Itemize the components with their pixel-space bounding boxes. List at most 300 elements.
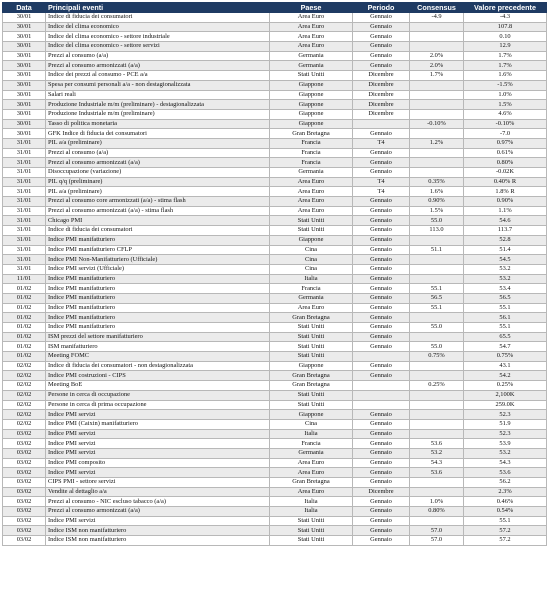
- cell-country: Gran Bretagna: [270, 478, 353, 488]
- table-row: [3, 197, 547, 207]
- cell-period: Gennaio: [353, 429, 410, 439]
- cell-country: Stati Uniti: [270, 536, 353, 546]
- cell-previous: 52.3: [464, 410, 547, 420]
- cell-date: 31/01: [3, 206, 46, 216]
- header-event: Principali eventi: [46, 3, 270, 13]
- cell-date: 31/01: [3, 148, 46, 158]
- table-row: [3, 32, 547, 42]
- cell-previous: -0.10%: [464, 119, 547, 129]
- cell-previous: 57.2: [464, 526, 547, 536]
- cell-country: Area Euro: [270, 303, 353, 313]
- cell-country: Germania: [270, 168, 353, 178]
- cell-consensus: [410, 109, 464, 119]
- cell-event: Indice PMI manifatturiero CFLP: [46, 245, 270, 255]
- cell-consensus: [410, 478, 464, 488]
- cell-country: Area Euro: [270, 458, 353, 468]
- cell-event: Prezzi al consumo core armonizzati (a/a) - stima flash: [46, 197, 270, 207]
- table-row: [3, 148, 547, 158]
- cell-date: 30/01: [3, 129, 46, 139]
- cell-period: Gennaio: [353, 303, 410, 313]
- cell-consensus: [410, 274, 464, 284]
- cell-period: Gennaio: [353, 284, 410, 294]
- cell-period: Dicembre: [353, 80, 410, 90]
- cell-previous: 0.75%: [464, 352, 547, 362]
- table-row: [3, 352, 547, 362]
- table-row: [3, 245, 547, 255]
- cell-event: Indice PMI manifatturiero: [46, 274, 270, 284]
- cell-date: 03/02: [3, 429, 46, 439]
- cell-previous: 53.2: [464, 448, 547, 458]
- cell-date: 03/02: [3, 468, 46, 478]
- cell-country: Area Euro: [270, 32, 353, 42]
- cell-previous: 55.1: [464, 303, 547, 313]
- cell-date: 02/02: [3, 400, 46, 410]
- cell-event: Indice PMI servizi (Ufficiale): [46, 264, 270, 274]
- cell-country: Stati Uniti: [270, 342, 353, 352]
- cell-country: Stati Uniti: [270, 390, 353, 400]
- table-row: [3, 390, 547, 400]
- table-row: [3, 119, 547, 129]
- cell-period: Dicembre: [353, 90, 410, 100]
- cell-period: [353, 390, 410, 400]
- cell-country: Stati Uniti: [270, 516, 353, 526]
- cell-period: Dicembre: [353, 487, 410, 497]
- cell-event: Indice PMI servizi: [46, 468, 270, 478]
- cell-country: Giappone: [270, 100, 353, 110]
- cell-consensus: [410, 429, 464, 439]
- cell-previous: 55.1: [464, 323, 547, 333]
- cell-consensus: 55.0: [410, 342, 464, 352]
- cell-consensus: 0.80%: [410, 507, 464, 517]
- cell-event: Salari reali: [46, 90, 270, 100]
- cell-consensus: 55.0: [410, 323, 464, 333]
- cell-consensus: [410, 313, 464, 323]
- cell-consensus: 57.0: [410, 536, 464, 546]
- cell-period: Gennaio: [353, 32, 410, 42]
- cell-country: Giappone: [270, 235, 353, 245]
- cell-period: [353, 119, 410, 129]
- cell-event: PIL a/a (preliminare): [46, 187, 270, 197]
- cell-country: Area Euro: [270, 22, 353, 32]
- cell-previous: 4.6%: [464, 109, 547, 119]
- cell-country: Francia: [270, 158, 353, 168]
- cell-previous: 52.8: [464, 235, 547, 245]
- table-row: [3, 284, 547, 294]
- cell-consensus: [410, 80, 464, 90]
- table-row: [3, 487, 547, 497]
- cell-period: Gennaio: [353, 42, 410, 52]
- cell-event: Produzione Industriale m/m (preliminare) - destagionalizzata: [46, 100, 270, 110]
- cell-event: Indice di fiducia dei consumatori - non destagionalizzata: [46, 361, 270, 371]
- cell-date: 03/02: [3, 478, 46, 488]
- cell-event: Indice PMI servizi: [46, 429, 270, 439]
- cell-date: 30/01: [3, 100, 46, 110]
- cell-period: Gennaio: [353, 129, 410, 139]
- cell-date: 31/01: [3, 216, 46, 226]
- cell-period: Gennaio: [353, 323, 410, 333]
- table-row: [3, 371, 547, 381]
- cell-consensus: [410, 332, 464, 342]
- cell-country: Area Euro: [270, 487, 353, 497]
- cell-consensus: [410, 42, 464, 52]
- cell-date: 11/01: [3, 274, 46, 284]
- cell-event: Vendite al dettaglio a/a: [46, 487, 270, 497]
- cell-previous: 1.5%: [464, 100, 547, 110]
- table-row: [3, 235, 547, 245]
- table-row: [3, 439, 547, 449]
- cell-consensus: [410, 371, 464, 381]
- cell-period: Dicembre: [353, 109, 410, 119]
- table-row: [3, 293, 547, 303]
- cell-event: Tasso di politica monetaria: [46, 119, 270, 129]
- table-row: [3, 313, 547, 323]
- cell-date: 30/01: [3, 71, 46, 81]
- cell-country: Cina: [270, 255, 353, 265]
- cell-event: Indice PMI servizi: [46, 439, 270, 449]
- cell-consensus: 56.5: [410, 293, 464, 303]
- cell-period: Gennaio: [353, 516, 410, 526]
- cell-country: Giappone: [270, 119, 353, 129]
- cell-consensus: 51.1: [410, 245, 464, 255]
- cell-event: Meeting BoE: [46, 381, 270, 391]
- cell-event: Indice del clima economico - settore industriale: [46, 32, 270, 42]
- cell-date: 30/01: [3, 80, 46, 90]
- table-row: [3, 342, 547, 352]
- header-period: Periodo: [353, 3, 410, 13]
- cell-period: Gennaio: [353, 361, 410, 371]
- cell-previous: 54.7: [464, 342, 547, 352]
- cell-country: Area Euro: [270, 177, 353, 187]
- cell-previous: 1.7%: [464, 61, 547, 71]
- cell-country: Gran Bretagna: [270, 313, 353, 323]
- cell-period: Gennaio: [353, 13, 410, 23]
- cell-date: 02/02: [3, 419, 46, 429]
- cell-consensus: [410, 419, 464, 429]
- cell-event: Produzione Industriale m/m (preliminare): [46, 109, 270, 119]
- cell-country: Giappone: [270, 90, 353, 100]
- cell-period: Gennaio: [353, 507, 410, 517]
- cell-consensus: 113.0: [410, 226, 464, 236]
- cell-period: Gennaio: [353, 342, 410, 352]
- cell-country: Area Euro: [270, 206, 353, 216]
- cell-previous: 0.25%: [464, 381, 547, 391]
- cell-country: Stati Uniti: [270, 400, 353, 410]
- cell-previous: 54.3: [464, 458, 547, 468]
- cell-event: Indice PMI servizi: [46, 448, 270, 458]
- cell-country: Francia: [270, 284, 353, 294]
- cell-event: Prezzi al consumo armonizzati (a/a): [46, 61, 270, 71]
- cell-previous: 0.80%: [464, 158, 547, 168]
- cell-period: Gennaio: [353, 468, 410, 478]
- cell-consensus: 2.0%: [410, 61, 464, 71]
- cell-previous: 1.7%: [464, 51, 547, 61]
- cell-previous: 2,100K: [464, 390, 547, 400]
- cell-date: 01/02: [3, 352, 46, 362]
- cell-period: T4: [353, 177, 410, 187]
- cell-date: 30/01: [3, 13, 46, 23]
- cell-previous: 53.2: [464, 274, 547, 284]
- cell-date: 30/01: [3, 32, 46, 42]
- cell-date: 01/02: [3, 303, 46, 313]
- cell-event: Indice PMI (Caixin) manifatturiero: [46, 419, 270, 429]
- cell-period: Gennaio: [353, 168, 410, 178]
- cell-country: Stati Uniti: [270, 332, 353, 342]
- cell-date: 02/02: [3, 390, 46, 400]
- cell-consensus: [410, 168, 464, 178]
- cell-consensus: 1.6%: [410, 187, 464, 197]
- cell-period: T4: [353, 187, 410, 197]
- cell-event: PIL q/q (preliminare): [46, 177, 270, 187]
- table-body: [3, 13, 547, 546]
- cell-event: CIPS PMI - settore servizi: [46, 478, 270, 488]
- cell-previous: 0.10: [464, 32, 547, 42]
- cell-date: 30/01: [3, 109, 46, 119]
- table-row: [3, 264, 547, 274]
- cell-date: 03/02: [3, 507, 46, 517]
- table-row: [3, 61, 547, 71]
- cell-period: Gennaio: [353, 293, 410, 303]
- cell-date: 01/02: [3, 332, 46, 342]
- cell-country: Area Euro: [270, 42, 353, 52]
- cell-consensus: [410, 90, 464, 100]
- cell-consensus: [410, 22, 464, 32]
- cell-period: Gennaio: [353, 410, 410, 420]
- economic-calendar-table: [2, 2, 547, 546]
- table-row: [3, 22, 547, 32]
- cell-previous: 1.1%: [464, 206, 547, 216]
- cell-period: Gennaio: [353, 536, 410, 546]
- cell-event: Prezzi al consumo (a/a): [46, 148, 270, 158]
- cell-previous: 1.8% R: [464, 187, 547, 197]
- cell-consensus: 2.0%: [410, 51, 464, 61]
- table-row: [3, 177, 547, 187]
- cell-period: Gennaio: [353, 197, 410, 207]
- cell-consensus: 1.7%: [410, 71, 464, 81]
- cell-period: Dicembre: [353, 100, 410, 110]
- cell-period: [353, 381, 410, 391]
- cell-country: Francia: [270, 148, 353, 158]
- cell-period: Gennaio: [353, 158, 410, 168]
- cell-country: Cina: [270, 245, 353, 255]
- table-row: [3, 274, 547, 284]
- cell-previous: 0.46%: [464, 497, 547, 507]
- cell-consensus: [410, 235, 464, 245]
- cell-event: Persone in cerca di occupazione: [46, 390, 270, 400]
- cell-event: GFK Indice di fiducia dei consumatori: [46, 129, 270, 139]
- cell-country: Stati Uniti: [270, 352, 353, 362]
- cell-previous: 1.6%: [464, 71, 547, 81]
- cell-event: PIL a/a (preliminare): [46, 138, 270, 148]
- cell-consensus: 1.0%: [410, 497, 464, 507]
- cell-country: Germania: [270, 51, 353, 61]
- table-header: [3, 3, 547, 13]
- cell-period: Gennaio: [353, 371, 410, 381]
- cell-date: 03/02: [3, 497, 46, 507]
- cell-event: Indice PMI costruzioni - CIPS: [46, 371, 270, 381]
- cell-date: 31/01: [3, 177, 46, 187]
- cell-consensus: [410, 129, 464, 139]
- cell-country: Stati Uniti: [270, 216, 353, 226]
- cell-previous: -1.5%: [464, 80, 547, 90]
- table-row: [3, 332, 547, 342]
- cell-previous: 53.4: [464, 284, 547, 294]
- cell-date: 02/02: [3, 410, 46, 420]
- cell-country: Francia: [270, 138, 353, 148]
- cell-period: Gennaio: [353, 255, 410, 265]
- cell-period: Gennaio: [353, 51, 410, 61]
- cell-date: 30/01: [3, 90, 46, 100]
- cell-period: Gennaio: [353, 22, 410, 32]
- cell-country: Stati Uniti: [270, 323, 353, 333]
- cell-previous: 51.9: [464, 419, 547, 429]
- cell-date: 01/02: [3, 284, 46, 294]
- cell-event: Indice PMI manifatturiero: [46, 303, 270, 313]
- cell-country: Italia: [270, 497, 353, 507]
- table-row: [3, 361, 547, 371]
- cell-period: Dicembre: [353, 71, 410, 81]
- cell-event: Indice dei prezzi al consumo - PCE a/a: [46, 71, 270, 81]
- cell-event: Prezzi al consumo (a/a): [46, 51, 270, 61]
- cell-date: 30/01: [3, 22, 46, 32]
- cell-event: Indice di fiducia dei consumatori: [46, 226, 270, 236]
- cell-date: 31/01: [3, 255, 46, 265]
- cell-country: Francia: [270, 439, 353, 449]
- cell-country: Giappone: [270, 109, 353, 119]
- cell-consensus: 0.75%: [410, 352, 464, 362]
- cell-country: Cina: [270, 264, 353, 274]
- cell-previous: 0.40% R: [464, 177, 547, 187]
- cell-date: 02/02: [3, 371, 46, 381]
- cell-event: Indice PMI composito: [46, 458, 270, 468]
- cell-consensus: [410, 487, 464, 497]
- cell-previous: 43.1: [464, 361, 547, 371]
- cell-date: 01/02: [3, 342, 46, 352]
- table-row: [3, 51, 547, 61]
- cell-event: Indice ISM non manifatturiero: [46, 526, 270, 536]
- cell-previous: 56.2: [464, 478, 547, 488]
- cell-period: Gennaio: [353, 235, 410, 245]
- cell-consensus: 55.0: [410, 216, 464, 226]
- cell-previous: 55.1: [464, 516, 547, 526]
- table-row: [3, 516, 547, 526]
- cell-consensus: 0.35%: [410, 177, 464, 187]
- cell-date: 03/02: [3, 458, 46, 468]
- table-row: [3, 448, 547, 458]
- cell-event: Indice di fiducia dei consumatori: [46, 13, 270, 23]
- cell-country: Giappone: [270, 361, 353, 371]
- table-row: [3, 468, 547, 478]
- cell-country: Stati Uniti: [270, 71, 353, 81]
- cell-period: Gennaio: [353, 245, 410, 255]
- header-previous: Valore precedente: [464, 3, 547, 13]
- table-row: [3, 419, 547, 429]
- cell-consensus: 1.5%: [410, 206, 464, 216]
- cell-period: Gennaio: [353, 274, 410, 284]
- cell-date: 03/02: [3, 487, 46, 497]
- table-row: [3, 42, 547, 52]
- cell-period: Gennaio: [353, 526, 410, 536]
- cell-consensus: 54.3: [410, 458, 464, 468]
- cell-previous: 56.1: [464, 313, 547, 323]
- cell-event: Spesa per consumi personali a/a - non destagionalizzata: [46, 80, 270, 90]
- table-row: [3, 497, 547, 507]
- cell-date: 31/01: [3, 235, 46, 245]
- cell-event: Indice del clima economico: [46, 22, 270, 32]
- cell-date: 31/01: [3, 168, 46, 178]
- cell-previous: 53.6: [464, 468, 547, 478]
- cell-date: 03/02: [3, 536, 46, 546]
- cell-date: 31/01: [3, 197, 46, 207]
- cell-consensus: 0.90%: [410, 197, 464, 207]
- cell-event: Indice ISM non manifatturiero: [46, 536, 270, 546]
- cell-event: Persone in cerca di prima occupazione: [46, 400, 270, 410]
- cell-previous: 0.97%: [464, 138, 547, 148]
- cell-period: Gennaio: [353, 497, 410, 507]
- cell-consensus: [410, 100, 464, 110]
- cell-country: Italia: [270, 274, 353, 284]
- cell-country: Italia: [270, 507, 353, 517]
- cell-consensus: [410, 410, 464, 420]
- cell-consensus: [410, 400, 464, 410]
- header-country: Paese: [270, 3, 353, 13]
- cell-event: Prezzi al consumo armonizzati (a/a) - stima flash: [46, 206, 270, 216]
- header-row: [3, 3, 547, 13]
- cell-country: Germania: [270, 61, 353, 71]
- table-row: [3, 255, 547, 265]
- cell-date: 31/01: [3, 158, 46, 168]
- cell-event: Meeting FOMC: [46, 352, 270, 362]
- table-row: [3, 323, 547, 333]
- cell-date: 31/01: [3, 138, 46, 148]
- cell-period: Gennaio: [353, 216, 410, 226]
- cell-date: 03/02: [3, 516, 46, 526]
- table-row: [3, 138, 547, 148]
- cell-date: 30/01: [3, 119, 46, 129]
- cell-country: Giappone: [270, 80, 353, 90]
- cell-date: 02/02: [3, 381, 46, 391]
- cell-country: Germania: [270, 293, 353, 303]
- cell-date: 31/01: [3, 264, 46, 274]
- cell-consensus: 53.2: [410, 448, 464, 458]
- cell-consensus: -4.9: [410, 13, 464, 23]
- table-row: [3, 13, 547, 23]
- cell-country: Area Euro: [270, 13, 353, 23]
- cell-period: Gennaio: [353, 61, 410, 71]
- cell-event: Indice PMI servizi: [46, 410, 270, 420]
- cell-previous: 53.9: [464, 439, 547, 449]
- cell-period: Gennaio: [353, 264, 410, 274]
- cell-event: Indice PMI manifatturiero: [46, 284, 270, 294]
- cell-country: Stati Uniti: [270, 526, 353, 536]
- cell-period: Gennaio: [353, 419, 410, 429]
- cell-previous: 0.54%: [464, 507, 547, 517]
- table-row: [3, 507, 547, 517]
- cell-consensus: [410, 148, 464, 158]
- cell-country: Area Euro: [270, 187, 353, 197]
- table-row: [3, 90, 547, 100]
- cell-previous: 0.61%: [464, 148, 547, 158]
- cell-date: 03/02: [3, 526, 46, 536]
- table-row: [3, 400, 547, 410]
- cell-event: Prezzi al consumo armonizzati (a/a): [46, 158, 270, 168]
- cell-previous: 53.2: [464, 264, 547, 274]
- cell-consensus: 57.0: [410, 526, 464, 536]
- cell-previous: 0.90%: [464, 197, 547, 207]
- table-row: [3, 158, 547, 168]
- table-row: [3, 381, 547, 391]
- cell-event: Indice PMI manifatturiero: [46, 235, 270, 245]
- cell-event: Indice PMI manifatturiero: [46, 293, 270, 303]
